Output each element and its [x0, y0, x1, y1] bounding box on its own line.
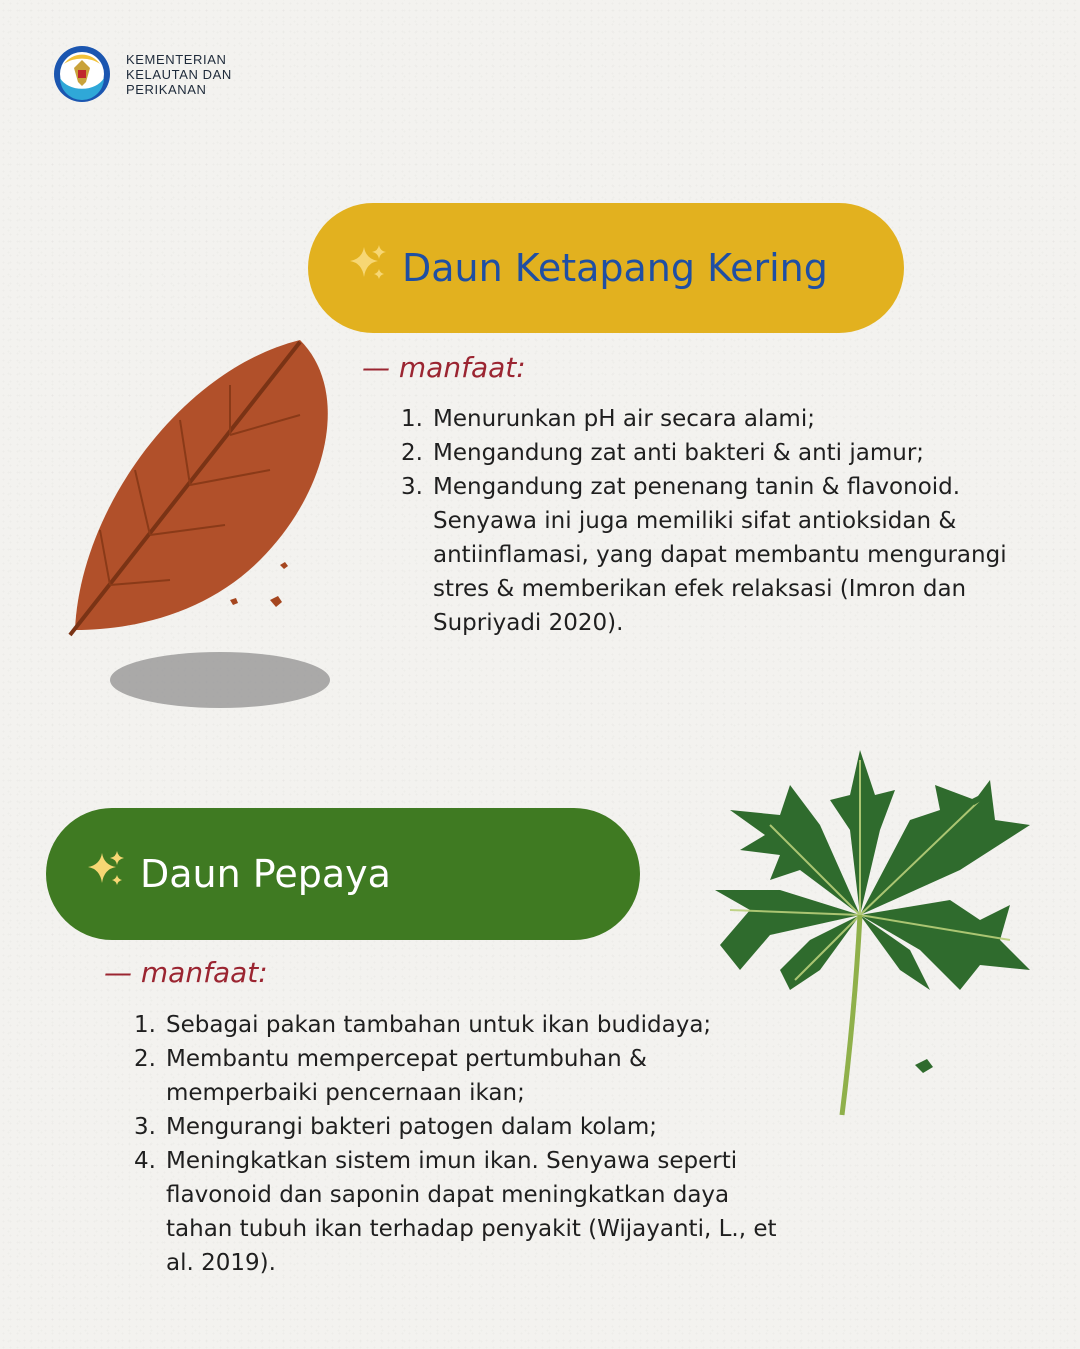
list-text: Mengandung zat penenang tanin & flavonoid. Senyawa ini juga memiliki sifat antioksidan & antiinflamasi, yang dapat membantu mengurangi stres & memberikan efek relaksasi (Imron dan Supriyadi 2020).: [433, 474, 1007, 636]
section2-benefits-list: [134, 1008, 788, 1280]
list-number: 2.: [401, 440, 423, 466]
list-text: Mengandung zat anti bakteri & anti jamur;: [433, 440, 925, 466]
header-logo: [52, 44, 232, 104]
org-name-line: KEMENTERIAN: [126, 51, 227, 67]
list-item: [401, 402, 1045, 436]
list-number: 4.: [134, 1148, 156, 1174]
section1-benefits-list: [401, 402, 1045, 640]
list-item: [401, 436, 1045, 470]
list-item: [134, 1042, 788, 1110]
kkp-logo-icon: [52, 44, 112, 104]
list-number: 1.: [134, 1012, 156, 1038]
section2-title: Daun Pepaya: [140, 852, 391, 896]
list-item: [401, 470, 1045, 640]
list-item: [134, 1144, 788, 1280]
section2-subtitle: — manfaat:: [104, 956, 268, 989]
list-text: Membantu mempercepat pertumbuhan & memperbaiki pencernaan ikan;: [166, 1046, 647, 1106]
list-text: Sebagai pakan tambahan untuk ikan budidaya;: [166, 1012, 712, 1038]
list-item: [134, 1110, 788, 1144]
sparkles-icon: [348, 243, 388, 293]
section1-title: Daun Ketapang Kering: [402, 246, 828, 290]
list-number: 3.: [401, 474, 423, 500]
list-number: 2.: [134, 1046, 156, 1072]
section1-title-pill: [308, 203, 904, 333]
papaya-leaf-icon: [710, 740, 1040, 1120]
org-name: [126, 52, 232, 97]
org-name-line: KELAUTAN DAN: [126, 66, 232, 82]
list-text: Mengurangi bakteri patogen dalam kolam;: [166, 1114, 658, 1140]
list-number: 3.: [134, 1114, 156, 1140]
list-text: Meningkatkan sistem imun ikan. Senyawa seperti flavonoid dan saponin dapat meningkatkan daya tahan tubuh ikan terhadap penyakit (Wijayanti, L., et al. 2019).: [166, 1148, 777, 1276]
list-item: [134, 1008, 788, 1042]
dry-ketapang-leaf-icon: [60, 330, 370, 730]
list-number: 1.: [401, 406, 423, 432]
org-name-line: PERIKANAN: [126, 81, 207, 97]
section2-title-pill: [46, 808, 640, 940]
section1-subtitle: — manfaat:: [362, 351, 526, 384]
list-text: Menurunkan pH air secara alami;: [433, 406, 815, 432]
sparkles-icon: [86, 849, 126, 899]
